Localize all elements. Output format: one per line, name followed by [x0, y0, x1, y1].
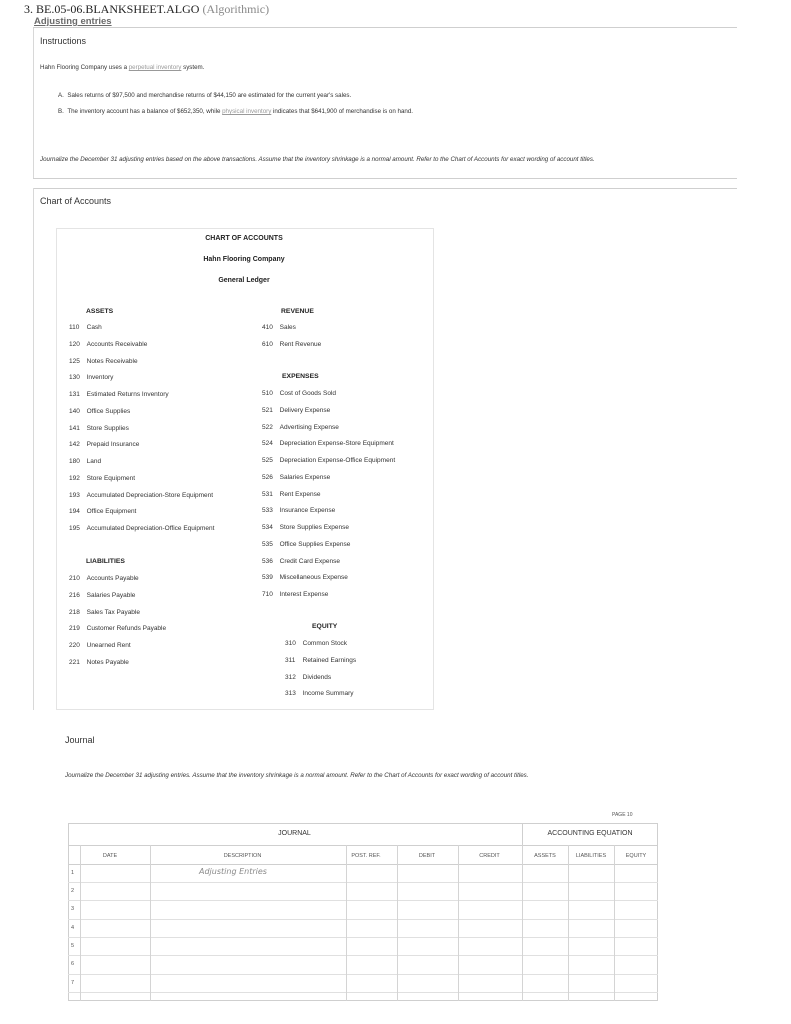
liabilities-cell[interactable] [569, 938, 614, 954]
account-name: Accounts Receivable [86, 340, 148, 348]
account-number: 219 [69, 625, 80, 633]
liabilities-cell[interactable] [569, 920, 614, 936]
account-name: Delivery Expense [279, 406, 331, 414]
debit-cell[interactable] [398, 956, 458, 972]
post-ref-cell[interactable] [347, 956, 397, 972]
account-row [262, 324, 296, 331]
account-name: Notes Payable [86, 659, 129, 666]
account-row [262, 574, 348, 581]
account-name: Accounts Payable [86, 575, 139, 582]
account-name: Common Stock [302, 640, 348, 647]
chart-of-accounts-box [56, 228, 434, 710]
col-debit: DEBIT [418, 853, 436, 859]
liabilities-cell[interactable] [569, 865, 614, 881]
account-name: Sales Tax Payable [86, 608, 140, 616]
account-number: 510 [262, 390, 273, 397]
account-row [262, 507, 335, 514]
account-name: Office Supplies [86, 407, 131, 415]
account-name: Inventory [86, 374, 114, 382]
equity-heading: EQUITY [312, 623, 338, 630]
account-name: Office Equipment [86, 508, 137, 516]
account-number: 110 [69, 324, 80, 331]
equity-cell[interactable] [615, 938, 658, 954]
account-number: 180 [69, 458, 80, 465]
account-name: Insurance Expense [279, 507, 336, 515]
account-name: Store Supplies Expense [279, 524, 350, 531]
account-number: 710 [262, 591, 273, 598]
liabilities-cell[interactable] [569, 901, 614, 917]
account-row [69, 358, 138, 365]
debit-cell[interactable] [398, 883, 458, 899]
equity-cell[interactable] [615, 901, 658, 917]
account-name: Miscellaneous Expense [279, 574, 348, 582]
account-row [69, 425, 129, 432]
account-name: Customer Refunds Payable [86, 625, 167, 633]
journal-heading: Journal [65, 735, 95, 745]
account-number: 313 [285, 690, 296, 698]
description-cell[interactable] [151, 865, 346, 881]
description-cell[interactable] [151, 975, 346, 991]
account-number: 535 [262, 540, 273, 548]
account-row [285, 657, 356, 664]
credit-cell[interactable] [459, 920, 522, 936]
revenue-heading: REVENUE [281, 308, 314, 315]
account-number: 194 [69, 508, 80, 516]
account-number: 120 [69, 340, 80, 348]
debit-cell[interactable] [398, 920, 458, 936]
description-cell[interactable] [151, 920, 346, 936]
account-number: 536 [262, 557, 273, 565]
account-name: Store Supplies [86, 424, 129, 432]
instructions-heading: Instructions [40, 36, 87, 46]
account-number: 524 [262, 440, 273, 448]
date-cell[interactable] [81, 920, 150, 936]
account-number: 534 [262, 524, 273, 531]
account-row [69, 341, 147, 348]
account-number: 193 [69, 491, 80, 499]
account-number: 140 [69, 407, 80, 415]
account-name: Rent Expense [279, 490, 321, 498]
liabilities-cell[interactable] [569, 883, 614, 899]
account-name: Cost of Goods Sold [279, 390, 336, 397]
account-row [69, 609, 140, 616]
assets-cell[interactable] [523, 938, 568, 954]
account-row [69, 458, 101, 465]
credit-cell[interactable] [459, 865, 522, 881]
assets-cell[interactable] [523, 901, 568, 917]
journal-section-rule [522, 823, 523, 845]
account-row [262, 440, 394, 447]
date-cell[interactable] [81, 901, 150, 917]
liabilities-cell[interactable] [569, 956, 614, 972]
equity-cell[interactable] [615, 975, 658, 991]
credit-cell[interactable] [459, 938, 522, 954]
account-row [285, 674, 331, 681]
col-liabilities: LIABILITIES [575, 853, 607, 859]
journal-row-rule [68, 992, 658, 993]
account-number: 195 [69, 525, 80, 532]
debit-cell[interactable] [398, 865, 458, 881]
perpetual-inventory-link[interactable]: perpetual inventory [128, 64, 182, 71]
account-number: 522 [262, 423, 273, 431]
account-row [262, 390, 336, 397]
account-row [69, 441, 139, 448]
account-row [69, 592, 135, 599]
problem-title: 3. BE.05-06.BLANKSHEET.ALGO (Algorithmic) [24, 2, 270, 16]
account-name: Office Supplies Expense [279, 540, 351, 548]
instructions-directive: Journalize the December 31 adjusting entries based on the above transactions. Assume that the inventory shrinkage is a normal amount. Refer to the Chart of Accounts for exact wording of account titles. [40, 156, 595, 163]
account-row [69, 525, 214, 532]
account-name: Land [86, 458, 102, 465]
account-number: 410 [262, 324, 273, 331]
col-credit: CREDIT [479, 853, 500, 859]
account-row [69, 408, 130, 415]
account-row [69, 324, 102, 331]
row-number: 6 [71, 961, 75, 967]
tab-divider [33, 27, 737, 28]
account-number: 533 [262, 507, 273, 515]
post-ref-cell[interactable] [347, 920, 397, 936]
account-number: 526 [262, 473, 273, 481]
account-row [262, 341, 321, 348]
account-number: 521 [262, 406, 273, 414]
assets-heading: ASSETS [86, 308, 114, 315]
credit-cell[interactable] [459, 975, 522, 991]
date-cell[interactable] [81, 938, 150, 954]
account-row [69, 374, 113, 381]
account-row [69, 391, 169, 398]
account-name: Salaries Expense [279, 473, 331, 481]
account-number: 539 [262, 574, 273, 582]
coa-top-rule [33, 188, 737, 189]
accounting-equation-title: ACCOUNTING EQUATION [547, 830, 633, 837]
account-name: Estimated Returns Inventory [86, 391, 169, 398]
journal-title: JOURNAL [278, 830, 311, 837]
date-cell[interactable] [81, 865, 150, 881]
account-number: 216 [69, 591, 80, 599]
account-number: 141 [69, 424, 80, 432]
account-number: 210 [69, 575, 80, 582]
account-number: 310 [285, 640, 296, 647]
page-label: PAGE 10 [612, 812, 633, 818]
post-ref-cell[interactable] [347, 938, 397, 954]
col-description: DESCRIPTION [223, 853, 262, 859]
account-row [69, 659, 129, 666]
account-row [69, 642, 131, 649]
row-number: 2 [71, 888, 75, 894]
equity-cell[interactable] [615, 956, 658, 972]
account-row [262, 558, 340, 565]
account-row [69, 508, 136, 515]
post-ref-cell[interactable] [347, 883, 397, 899]
adjusting-entries-label: Adjusting Entries [199, 867, 267, 876]
account-number: 610 [262, 340, 273, 348]
account-row [285, 690, 354, 697]
row-number: 7 [71, 980, 75, 986]
debit-cell[interactable] [398, 975, 458, 991]
account-name: Interest Expense [279, 591, 329, 598]
account-number: 142 [69, 441, 80, 449]
instructions-intro: Hahn Flooring Company uses a perpetual inventory system. [40, 64, 205, 71]
account-name: Advertising Expense [279, 423, 339, 431]
account-row [262, 407, 330, 414]
col-post-ref: POST. REF. [351, 853, 381, 859]
col-date: DATE [102, 853, 118, 859]
account-number: 531 [262, 490, 273, 498]
row-number: 3 [71, 906, 75, 912]
account-name: Depreciation Expense-Store Equipment [279, 440, 394, 448]
date-cell[interactable] [81, 883, 150, 899]
debit-cell[interactable] [398, 938, 458, 954]
account-name: Notes Receivable [86, 357, 138, 365]
account-row [262, 457, 395, 464]
liabilities-cell[interactable] [569, 975, 614, 991]
account-row [69, 492, 213, 499]
date-cell[interactable] [81, 956, 150, 972]
account-row [69, 625, 166, 632]
coa-panel-border [33, 188, 34, 710]
description-cell[interactable] [151, 956, 346, 972]
post-ref-cell[interactable] [347, 975, 397, 991]
post-ref-cell[interactable] [347, 901, 397, 917]
account-number: 221 [69, 659, 80, 666]
account-name: Cash [86, 324, 102, 331]
account-row [69, 475, 135, 482]
expenses-heading: EXPENSES [282, 373, 319, 380]
account-name: Accumulated Depreciation-Office Equipment [86, 525, 215, 532]
description-cell[interactable] [151, 883, 346, 899]
account-name: Sales [279, 324, 296, 331]
account-row [262, 474, 330, 481]
physical-inventory-link[interactable]: physical inventory [222, 108, 272, 115]
description-cell[interactable] [151, 901, 346, 917]
account-name: Unearned Rent [86, 642, 131, 650]
instructions-bottom-rule [33, 178, 737, 179]
account-number: 220 [69, 642, 80, 650]
account-name: Rent Revenue [279, 340, 322, 348]
col-equity: EQUITY [625, 853, 647, 859]
account-number: 131 [69, 391, 80, 398]
post-ref-cell[interactable] [347, 865, 397, 881]
account-name: Salaries Payable [86, 591, 136, 599]
equity-cell[interactable] [615, 865, 658, 881]
account-name: Credit Card Expense [279, 557, 340, 565]
account-number: 192 [69, 474, 80, 482]
journal-header-rule [68, 845, 658, 846]
account-number: 130 [69, 374, 80, 382]
account-name: Retained Earnings [302, 656, 357, 664]
journal-directive: Journalize the December 31 adjusting entries. Assume that the inventory shrinkage is a normal amount. Refer to the Chart of Accounts for exact wording of account titles. [65, 772, 529, 779]
row-number: 5 [71, 943, 75, 949]
account-number: 311 [285, 656, 296, 664]
coa-ledger: General Ledger [218, 277, 270, 284]
row-number: 4 [71, 925, 75, 931]
instructions-border [33, 28, 34, 178]
account-number: 525 [262, 457, 273, 464]
coa-heading: Chart of Accounts [40, 196, 112, 206]
account-name: Prepaid Insurance [86, 441, 140, 449]
account-name: Store Equipment [86, 474, 136, 482]
assets-cell[interactable] [523, 920, 568, 936]
account-name: Income Summary [302, 690, 354, 698]
credit-cell[interactable] [459, 883, 522, 899]
row-number: 1 [71, 870, 75, 876]
account-row [262, 424, 339, 431]
account-row [262, 591, 328, 598]
account-number: 312 [285, 673, 296, 681]
credit-cell[interactable] [459, 956, 522, 972]
coa-company: Hahn Flooring Company [203, 256, 285, 263]
liabilities-heading: LIABILITIES [86, 558, 125, 565]
account-name: Accumulated Depreciation-Store Equipment [86, 491, 214, 499]
account-number: 218 [69, 608, 80, 616]
instruction-item-a: A. Sales returns of $97,500 and merchandise returns of $44,150 are estimated for the current year's sales. [58, 92, 352, 99]
assets-cell[interactable] [523, 975, 568, 991]
assets-cell[interactable] [523, 865, 568, 881]
account-row [262, 491, 320, 498]
account-row [285, 640, 347, 647]
date-cell[interactable] [81, 975, 150, 991]
account-row [262, 524, 349, 531]
account-name: Depreciation Expense-Office Equipment [279, 457, 396, 464]
description-cell[interactable] [151, 938, 346, 954]
coa-title: CHART OF ACCOUNTS [205, 235, 283, 242]
account-name: Dividends [302, 673, 332, 681]
instruction-item-b: B. The inventory account has a balance of $652,350, while physical inventory indicates that $641,900 of merchandise is on hand. [58, 108, 414, 115]
credit-cell[interactable] [459, 901, 522, 917]
col-assets: ASSETS [534, 853, 556, 859]
equity-cell[interactable] [615, 920, 658, 936]
account-number: 125 [69, 357, 80, 365]
tab-adjusting-entries[interactable]: Adjusting entries [34, 16, 112, 27]
account-row [262, 541, 350, 548]
account-row [69, 575, 139, 582]
equity-cell[interactable] [615, 883, 658, 899]
debit-cell[interactable] [398, 901, 458, 917]
assets-cell[interactable] [523, 883, 568, 899]
assets-cell[interactable] [523, 956, 568, 972]
